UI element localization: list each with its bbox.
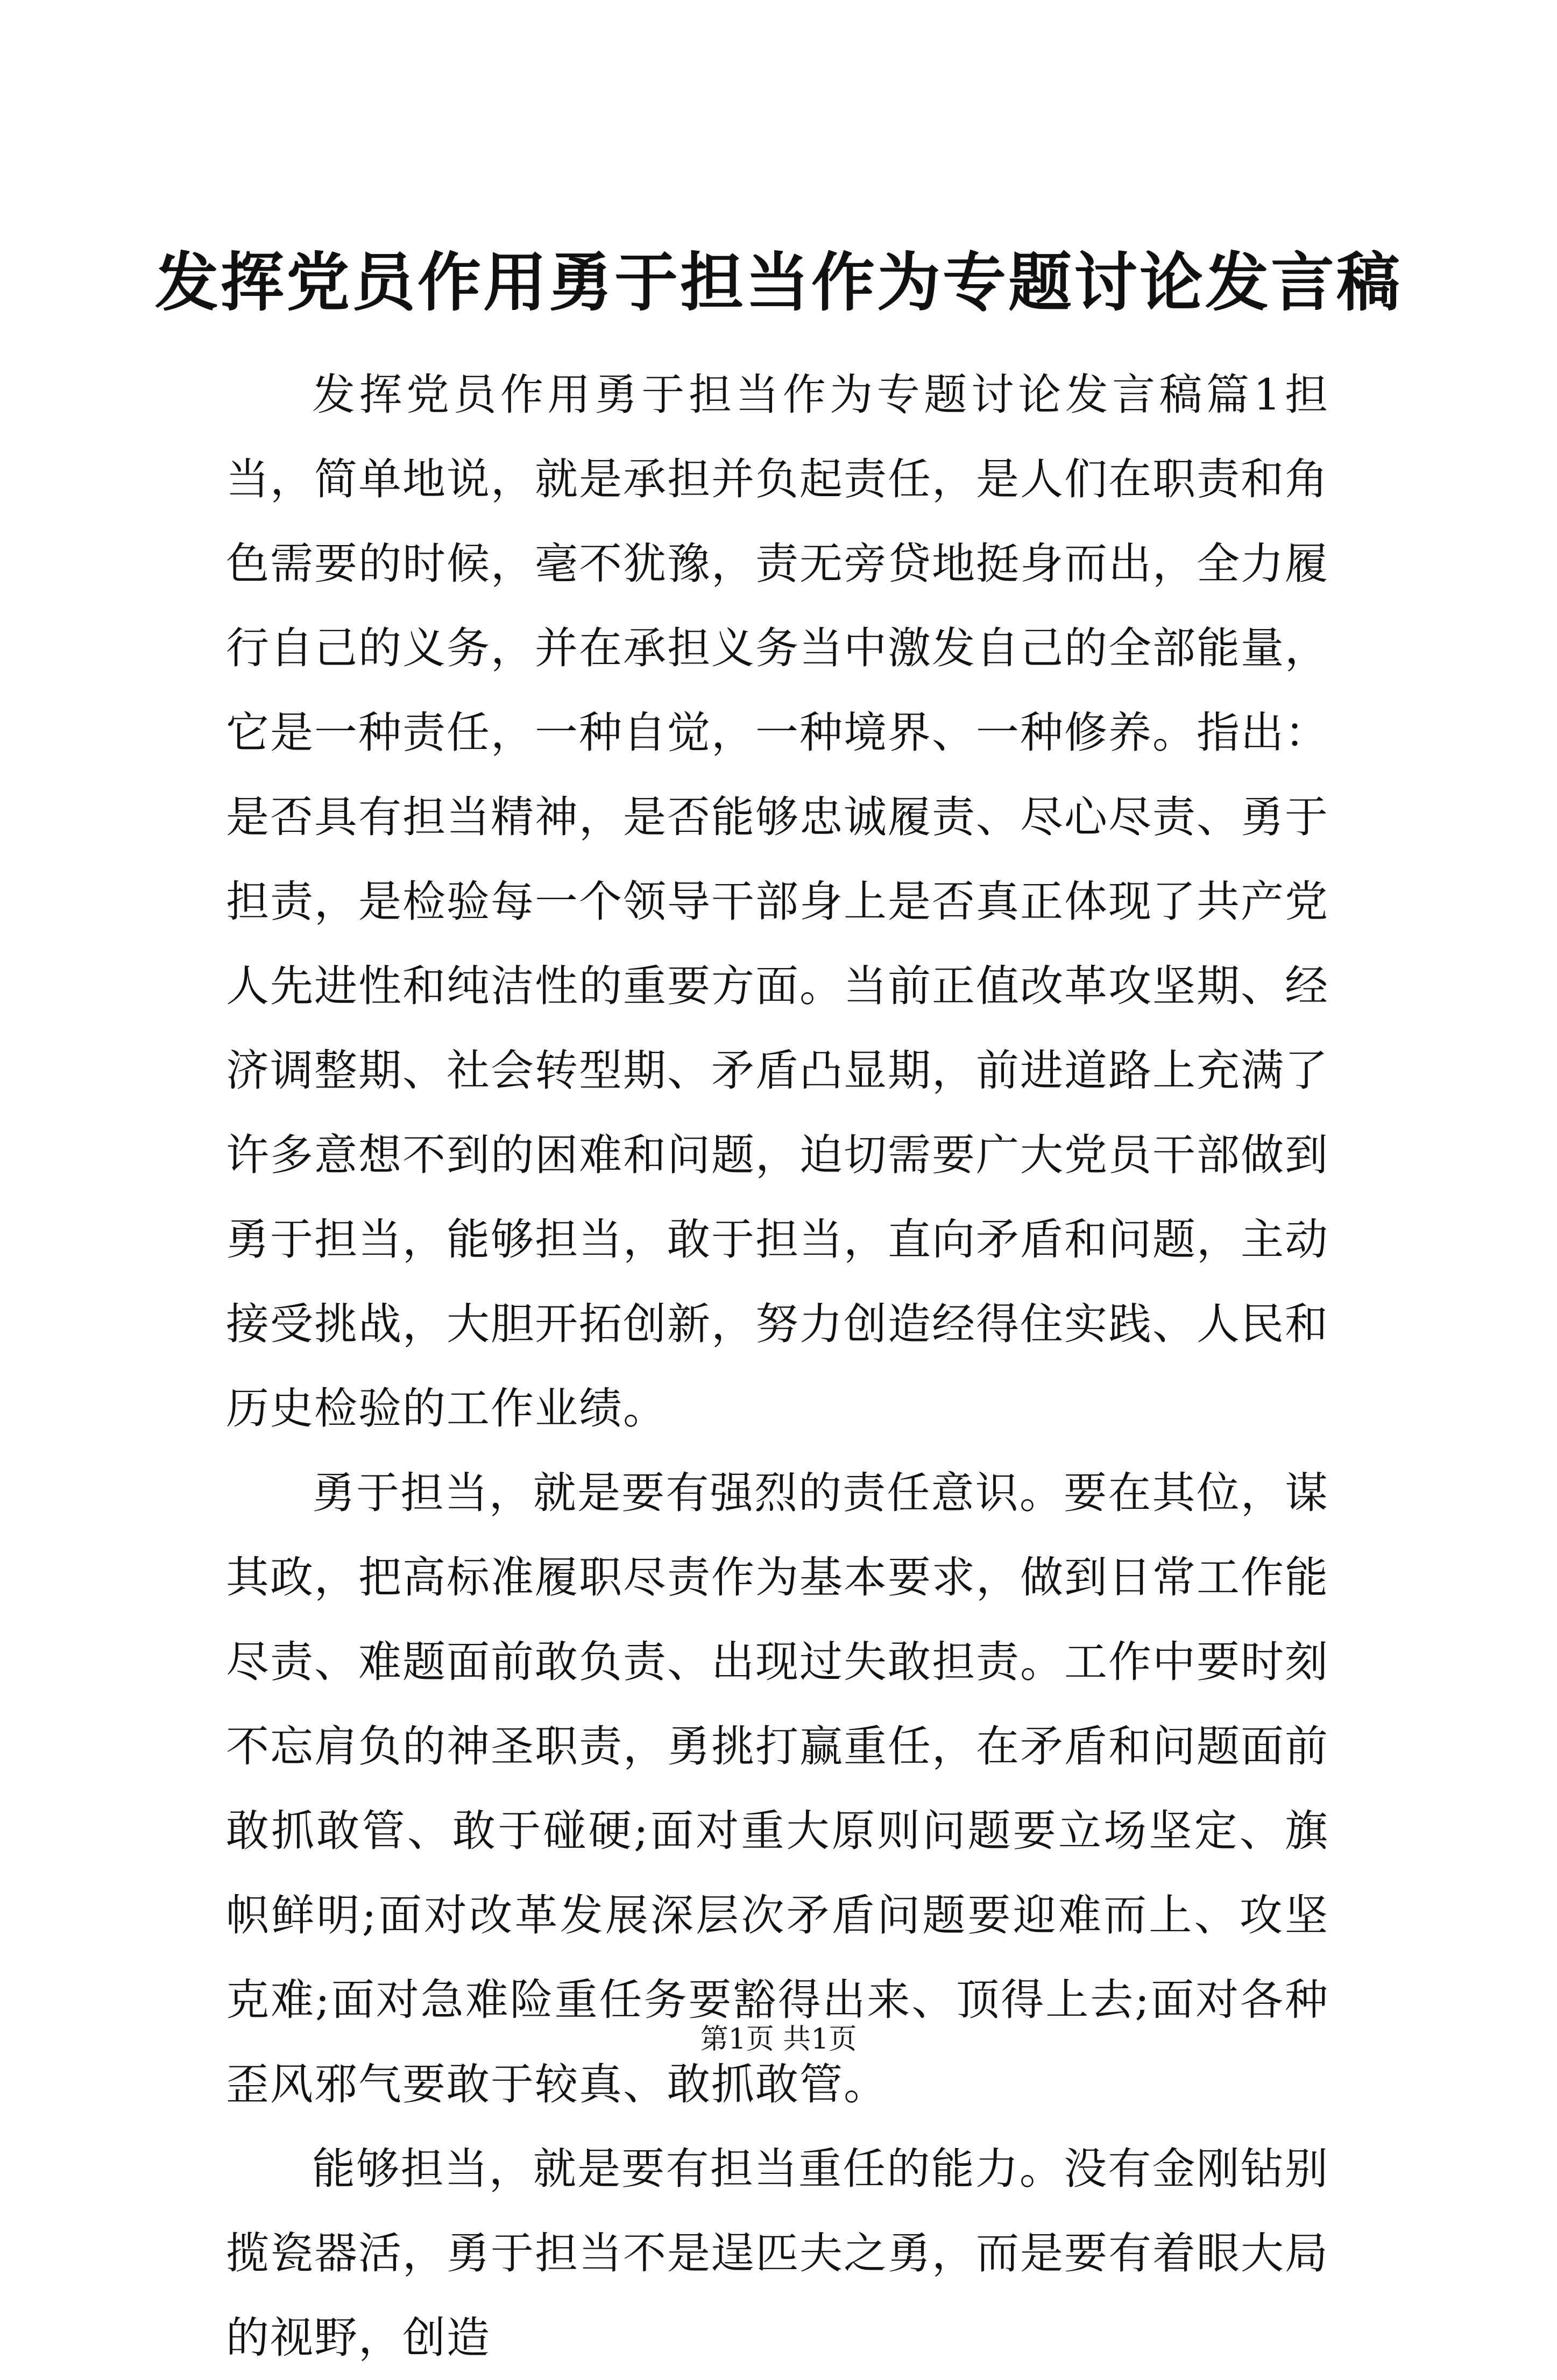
- paragraph-1: 发挥党员作用勇于担当作为专题讨论发言稿篇1担当，简单地说，就是承担并负起责任，是人们在职责和角色需要的时候，毫不犹豫，责无旁贷地挺身而出，全力履行自己的义务，并在承担义务当中激发自己的全部能量，它是一种责任，一种自觉，一种境界、一种修养。指出：是否具有担当精神，是否能够忠诚履责、尽心尽责、勇于担责，是检验每一个领导干部身上是否真正体现了共产党人先进性和纯洁性的重要方面。当前正值改革攻坚期、经济调整期、社会转型期、矛盾凸显期，前进道路上充满了许多意想不到的困难和问题，迫切需要广大党员干部做到勇于担当，能够担当，敢于担当，直向矛盾和问题，主动接受挑战，大胆开拓创新，努力创造经得住实践、人民和历史检验的工作业绩。: [226, 370, 1329, 1433]
- page-footer: 第1页 共1页: [700, 2023, 857, 2056]
- paragraph-2: 勇于担当，就是要有强烈的责任意识。要在其位，谋其政，把高标准履职尽责作为基本要求，做到日常工作能尽责、难题面前敢负责、出现过失敢担责。工作中要时刻不忘肩负的神圣职责，勇挑打赢重任，在矛盾和问题面前敢抓敢管、敢于碰硬;面对重大原则问题要立场坚定、旗帜鲜明;面对改革发展深层次矛盾问题要迎难而上、攻坚克难;面对急难险重任务要豁得出来、顶得上去;面对各种歪风邪气要敢于较真、敢抓敢管。: [226, 1468, 1329, 2109]
- document-title: 发挥党员作用勇于担当作为专题讨论发言稿: [154, 245, 1402, 320]
- paragraph-3: 能够担当，就是要有担当重任的能力。没有金刚钻别揽瓷器活，勇于担当不是逞匹夫之勇，而是要有着眼大局的视野，创造: [226, 2144, 1329, 2363]
- document-body: [226, 352, 1329, 2380]
